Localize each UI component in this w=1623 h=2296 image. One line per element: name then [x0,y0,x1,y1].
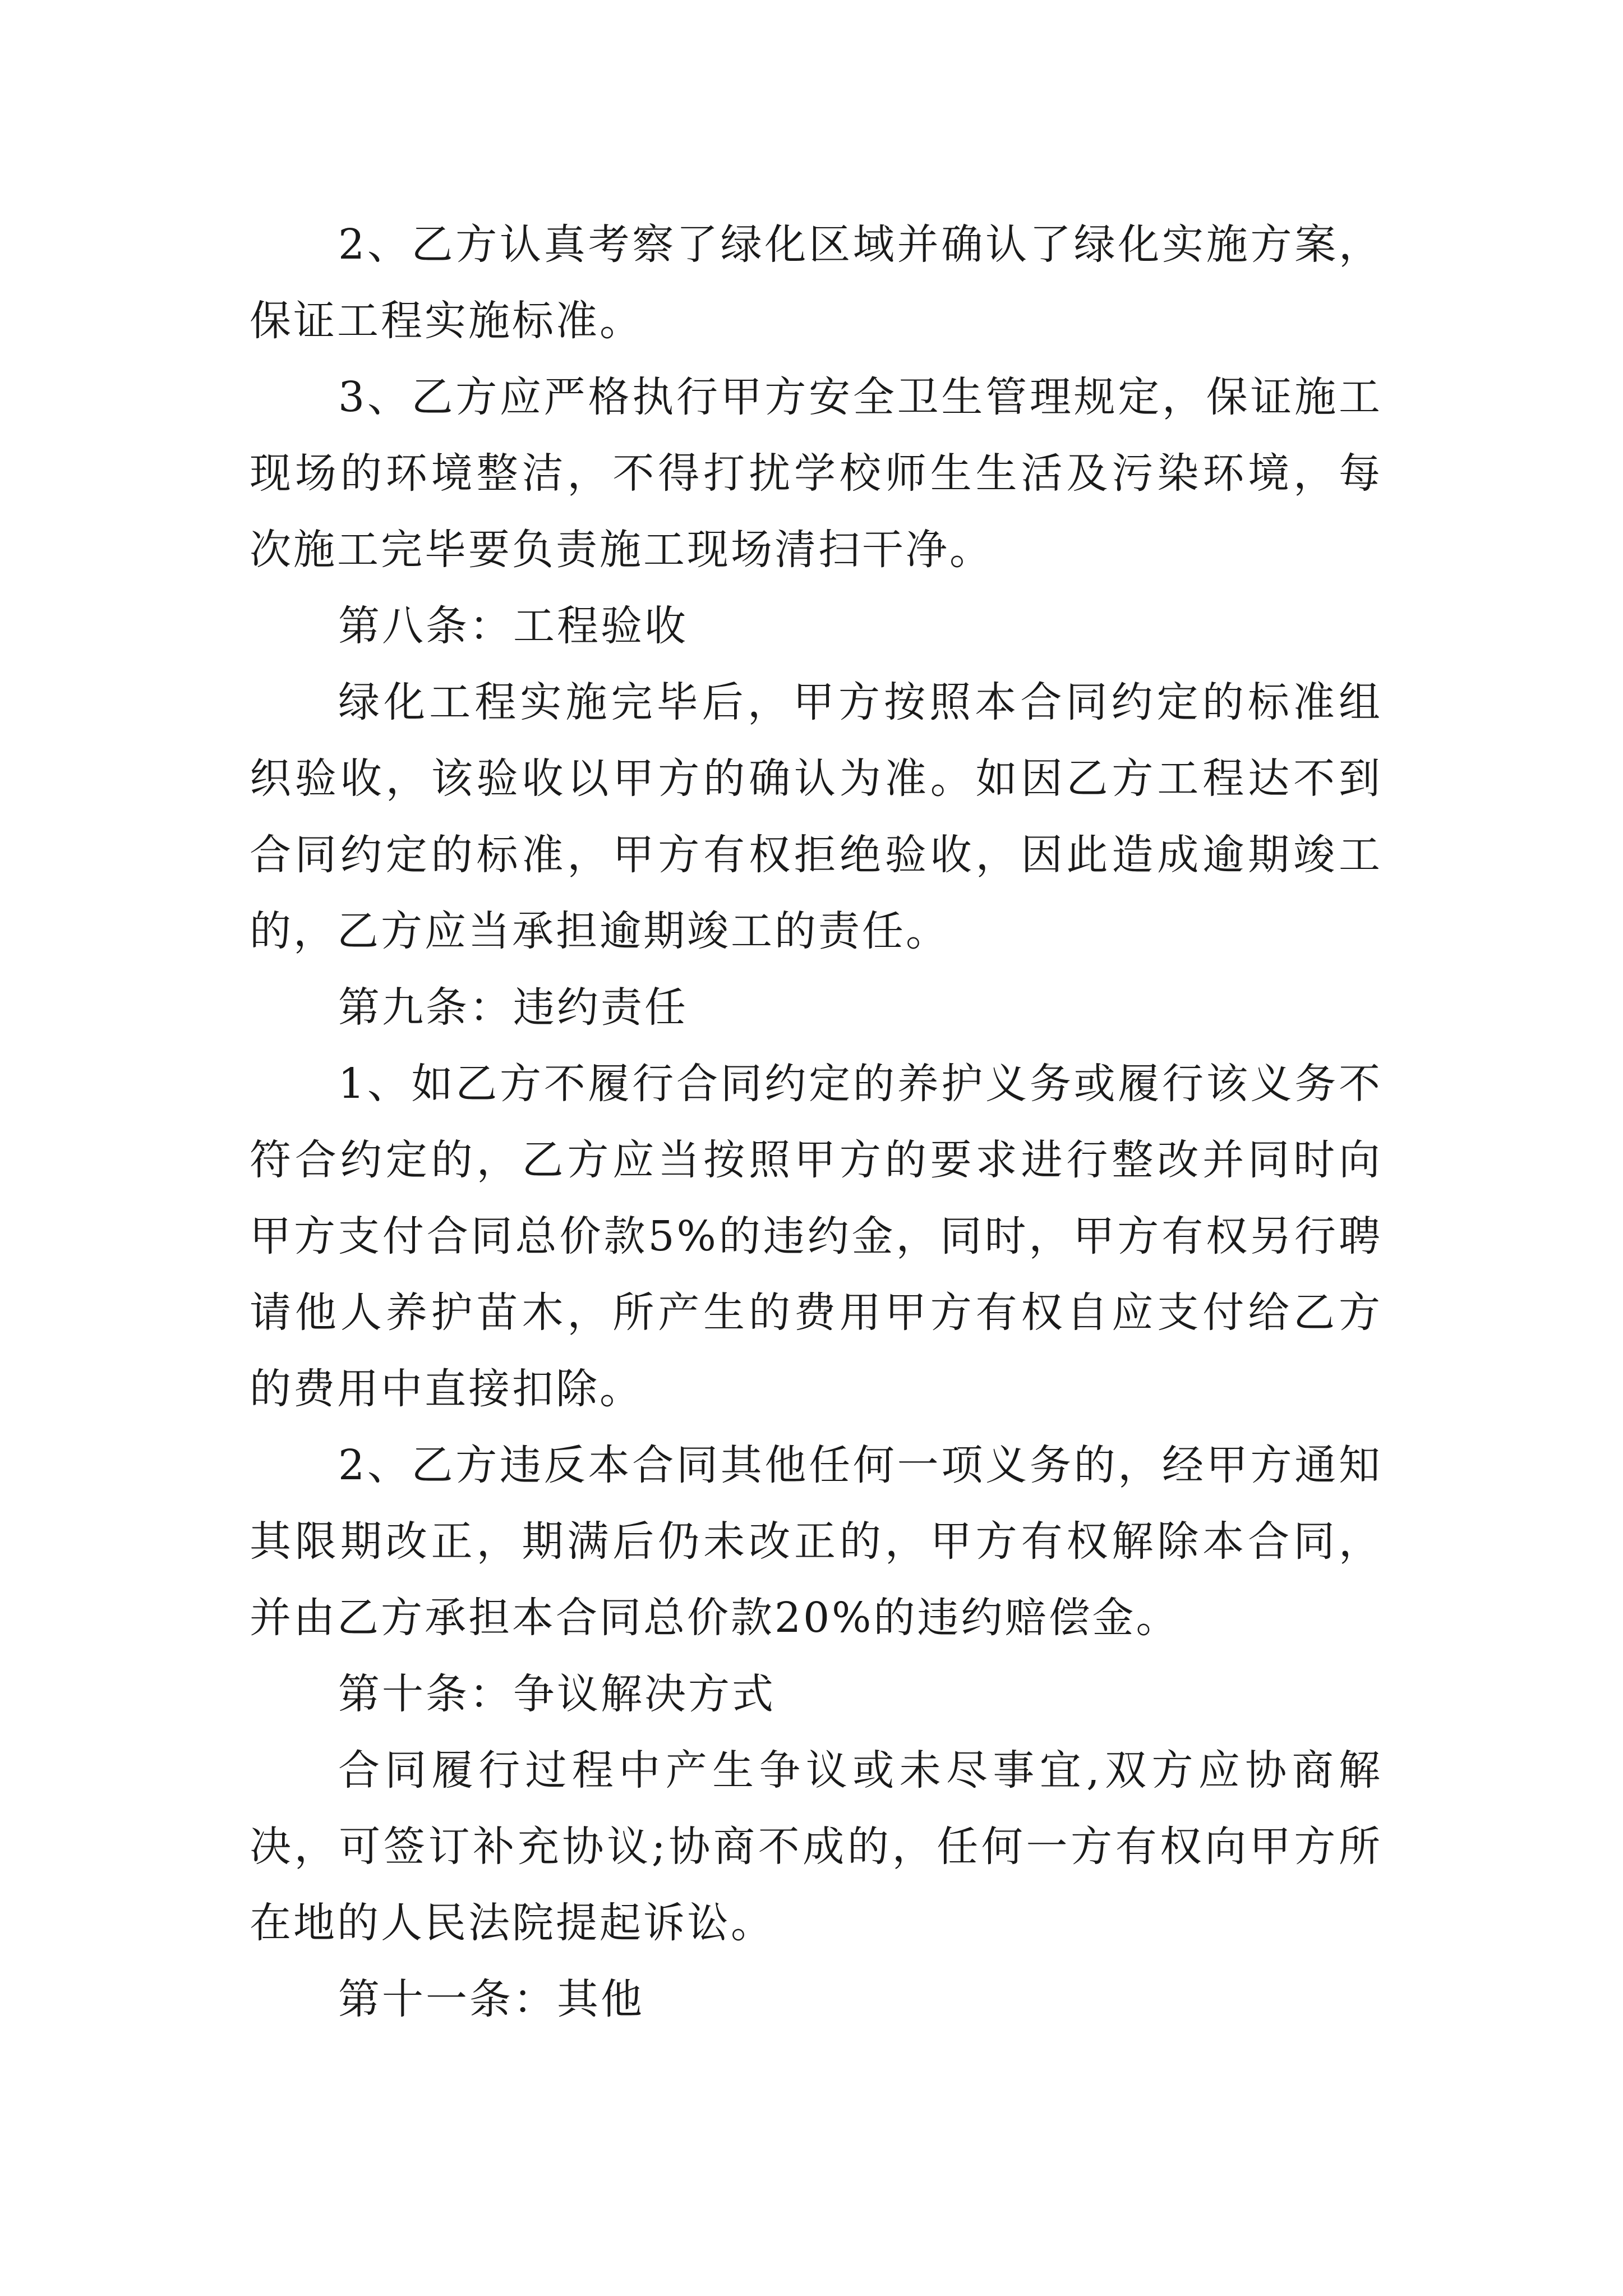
document-body [250,206,1382,2037]
clause-7-item-2: 2、乙方认真考察了绿化区域并确认了绿化实施方案，保证工程实施标准。 [250,220,1382,345]
clause-10-body: 合同履行过程中产生争议或未尽事宜,双方应协商解决，可签订补充协议;协商不成的，任何一方有权向甲方所在地的人民法院提起诉讼。 [250,1746,1382,1947]
clause-7-item-3: 3、乙方应严格执行甲方安全卫生管理规定，保证施工现场的环境整洁，不得打扰学校师生生活及污染环境，每次施工完毕要负责施工现场清扫干净。 [250,373,1382,574]
clause-11-heading: 第十一条：其他 [338,1975,644,2023]
clause-9-item-1: 1、如乙方不履行合同约定的养护义务或履行该义务不符合约定的，乙方应当按照甲方的要求进行整改并同时向甲方支付合同总价款5%的违约金，同时，甲方有权另行聘请他人养护苗木，所产生的费用甲方有权自应支付给乙方的费用中直接扣除。 [250,1060,1382,1413]
clause-8-body: 绿化工程实施完毕后，甲方按照本合同约定的标准组织验收，该验收以甲方的确认为准。如因乙方工程达不到合同约定的标准，甲方有权拒绝验收，因此造成逾期竣工的，乙方应当承担逾期竣工的责任。 [250,678,1382,955]
clause-9-item-2: 2、乙方违反本合同其他任何一项义务的，经甲方通知其限期改正，期满后仍未改正的，甲方有权解除本合同，并由乙方承担本合同总价款20%的违约赔偿金。 [250,1441,1382,1642]
clause-10-heading: 第十条：争议解决方式 [338,1670,776,1718]
clause-8-heading: 第八条：工程验收 [338,602,688,650]
clause-9-heading: 第九条：违约责任 [338,983,688,1032]
